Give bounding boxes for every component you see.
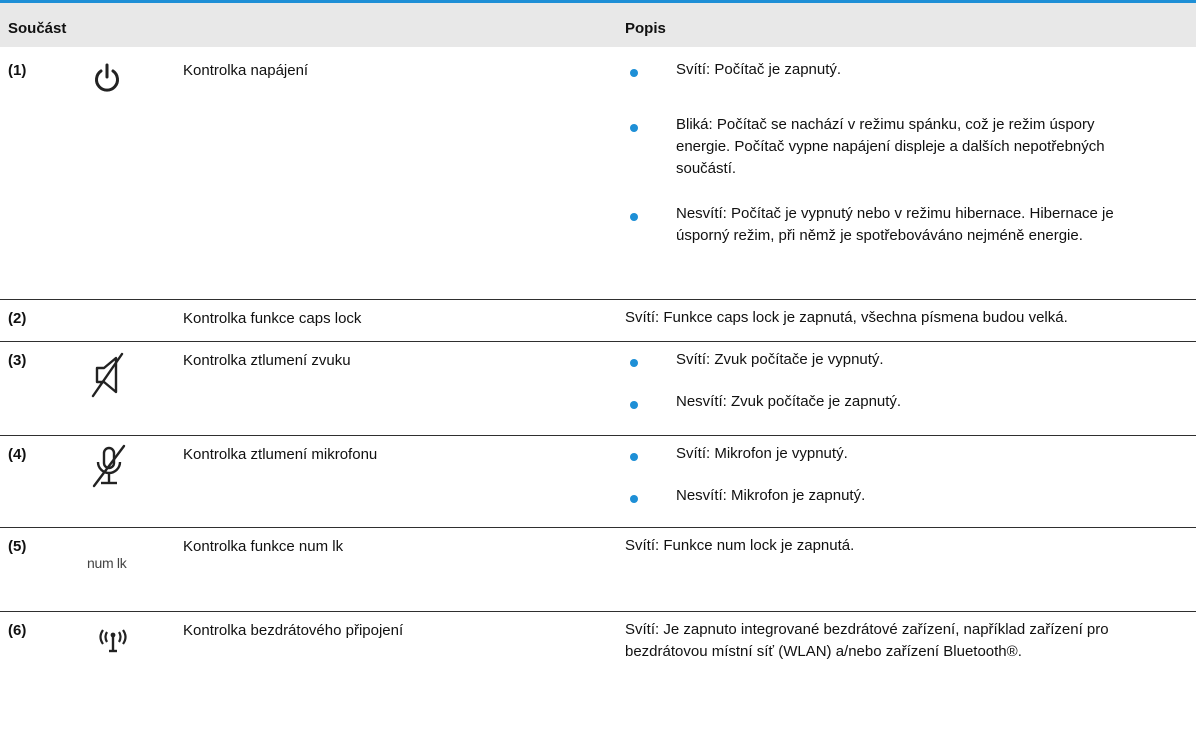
- row-number: (1): [8, 62, 27, 79]
- bullet: [630, 401, 638, 409]
- header-component: Součást: [8, 20, 67, 37]
- row-name: Kontrolka ztlumení mikrofonu: [183, 446, 378, 463]
- speaker-mute-icon: [88, 352, 128, 403]
- row-number: (4): [8, 446, 27, 463]
- wireless-icon: [96, 624, 130, 659]
- row-number: (5): [8, 538, 27, 555]
- row-name: Kontrolka funkce num lk: [183, 538, 344, 555]
- bullet: [630, 359, 638, 367]
- bullet-text: Svítí: Počítač je zapnutý.: [676, 61, 842, 78]
- bullet: [630, 124, 638, 132]
- row-number: (6): [8, 622, 27, 639]
- row-description: Svítí: Je zapnuto integrované bezdrátové zařízení, například zařízení pro bezdrátovou místní síť (WLAN) a/nebo zařízení Bluetooth®.: [625, 621, 1109, 660]
- row-name: Kontrolka napájení: [183, 62, 309, 79]
- microphone-mute-icon: [90, 444, 128, 495]
- bullet-text: Nesvítí: Mikrofon je zapnutý.: [676, 487, 866, 504]
- row-description: Svítí: Funkce num lock je zapnutá.: [625, 537, 855, 554]
- header-description: Popis: [625, 20, 666, 37]
- row-description: Svítí: Funkce caps lock je zapnutá, všechna písmena budou velká.: [625, 309, 1068, 326]
- bullet: [630, 453, 638, 461]
- bullet-text: Svítí: Mikrofon je vypnutý.: [676, 445, 848, 462]
- power-icon: [92, 62, 122, 99]
- table-header: [0, 3, 1196, 47]
- row-name: Kontrolka ztlumení zvuku: [183, 352, 351, 369]
- bullet-text: Bliká: Počítač se nachází v režimu spánku, což je režim úspory energie. Počítač vypne napájení displeje a dalších nepotřebných součástí.: [676, 116, 1105, 177]
- bullet-text: Svítí: Zvuk počítače je vypnutý.: [676, 351, 884, 368]
- bullet-text: Nesvítí: Zvuk počítače je zapnutý.: [676, 393, 902, 410]
- num-lock-icon: num lk: [87, 555, 127, 571]
- bullet: [630, 213, 638, 221]
- row-divider: [0, 299, 1196, 300]
- row-divider: [0, 527, 1196, 528]
- row-number: (2): [8, 310, 27, 327]
- row-divider: [0, 435, 1196, 436]
- bullet-text: Nesvítí: Počítač je vypnutý nebo v režimu hibernace. Hibernace je úsporný režim, při němž je spotřebováváno nejméně energie.: [676, 205, 1114, 244]
- row-name: Kontrolka funkce caps lock: [183, 310, 362, 327]
- row-divider: [0, 611, 1196, 612]
- row-number: (3): [8, 352, 27, 369]
- row-name: Kontrolka bezdrátového připojení: [183, 622, 404, 639]
- bullet: [630, 69, 638, 77]
- row-divider: [0, 341, 1196, 342]
- bullet: [630, 495, 638, 503]
